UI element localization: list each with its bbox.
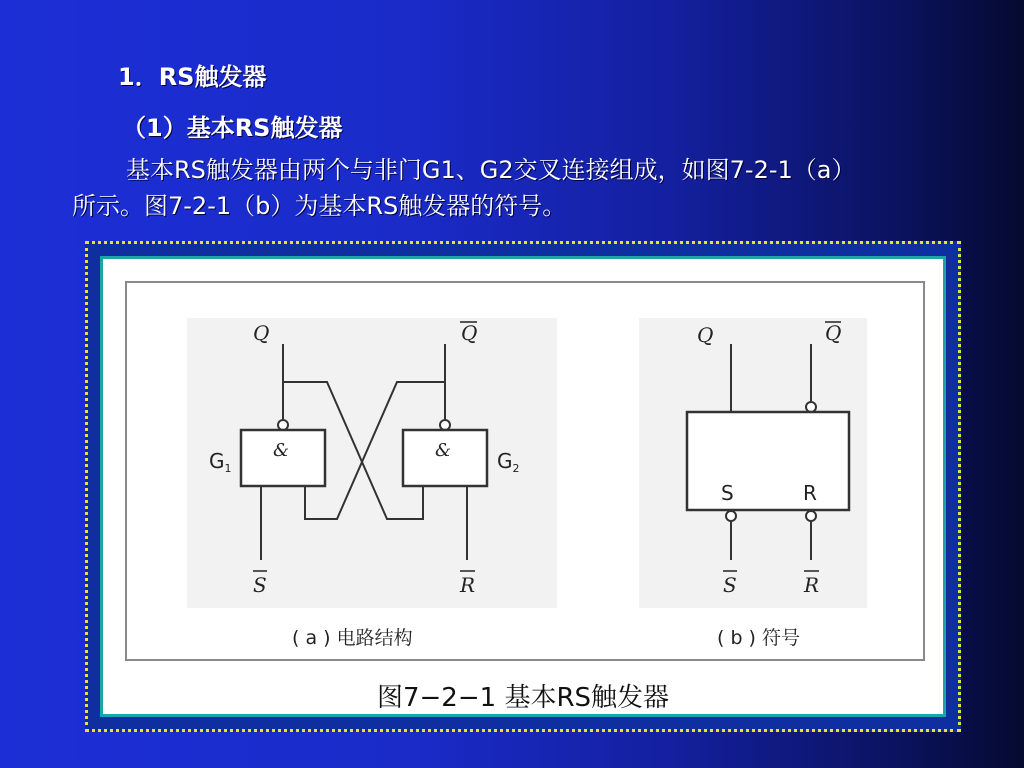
g2-output-bubble: [440, 420, 450, 430]
caption-b: ( b ) 符号: [717, 627, 801, 649]
symbol-q-bar-label: Q: [825, 321, 842, 345]
figure-frame: [85, 241, 961, 732]
g2-label: $G_2$: [497, 449, 520, 475]
symbol-r-label: R: [803, 481, 817, 505]
g1-label: $G_1$: [209, 449, 232, 475]
caption-a: ( a ) 电路结构: [292, 627, 413, 649]
symbol-r-bubble: [806, 511, 816, 521]
figure-title: 图7−2−1 基本RS触发器: [376, 683, 670, 713]
g2-and-symbol: &: [435, 440, 452, 461]
symbol-s-bubble: [726, 511, 736, 521]
flipflop-symbol: [639, 318, 867, 608]
s-bar-label: S: [253, 573, 267, 597]
section-heading: 1．RS触发器: [118, 63, 267, 91]
circuit-diagram: [187, 318, 557, 608]
figure-border: [125, 281, 925, 661]
r-bar-label: R: [460, 573, 476, 597]
symbol-q-label: Q: [697, 323, 714, 347]
subsection-heading: （1）基本RS触发器: [122, 114, 343, 142]
symbol-r-bar-label: R: [804, 573, 820, 597]
q-label: Q: [253, 321, 270, 345]
paragraph-line-1: 基本RS触发器由两个与非门G1、G2交叉连接组成，如图7-2-1（a）: [126, 156, 856, 184]
symbol-s-bar-label: S: [723, 573, 737, 597]
symbol-box: [687, 412, 849, 510]
figure-panel: [100, 256, 946, 717]
g1-and-symbol: &: [273, 440, 290, 461]
description-paragraph: [72, 152, 972, 224]
symbol-q-bar-bubble: [806, 402, 816, 412]
q-bar-label: Q: [461, 321, 478, 345]
g1-output-bubble: [278, 420, 288, 430]
paragraph-line-2: 所示。图7-2-1（b）为基本RS触发器的符号。: [72, 192, 567, 220]
symbol-s-label: S: [721, 481, 734, 505]
